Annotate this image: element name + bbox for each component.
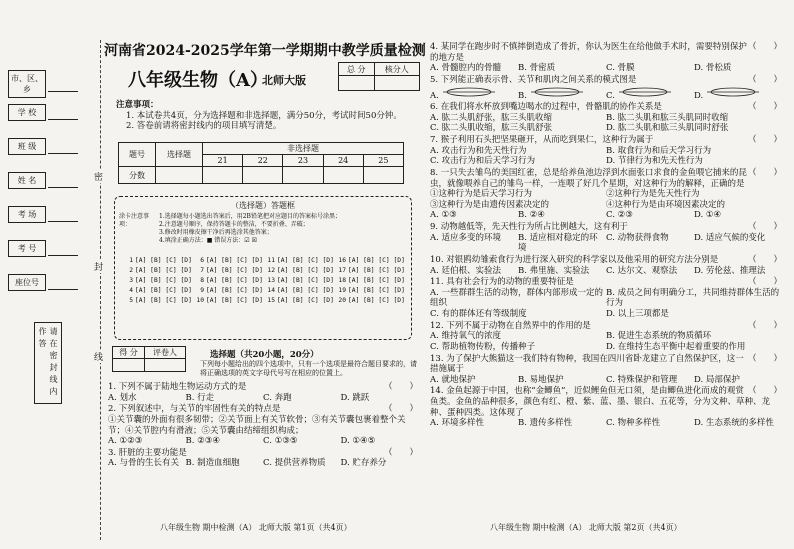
answer-bubble-number: 9 (200, 286, 204, 294)
answer-bubble-group[interactable] (192, 287, 263, 294)
sidebar-field (8, 104, 78, 121)
joint-diagram-icon (703, 86, 763, 98)
question-stem: 10. 对银鸥幼雏索食行为进行深入研究的科学家以及他采用的研究方法分别是 (430, 254, 719, 265)
score-table-col: 25 (363, 155, 403, 167)
question-option[interactable]: A. 划水 (108, 392, 137, 403)
answer-bubble-group[interactable] (334, 287, 405, 294)
score-table-choice-label: 选择题 (156, 143, 203, 167)
question-stem: 14. 金鱼起源于中国，也称“金鲫鱼”，近似鲤鱼但无口须，是由鲫鱼进化而成的观赏鱼类。金鱼的品种很多，颜色有红、橙、紫、蓝、墨、银白、五花等，分为文种、草种、龙种、蛋种四类。这体现了 (430, 386, 771, 418)
sidebar-field-input[interactable] (48, 139, 78, 154)
question-option[interactable]: D. 局部保护 (694, 374, 740, 385)
question-option[interactable]: B. ②④ (518, 210, 545, 221)
question-option[interactable]: B. 行走 (185, 392, 215, 403)
question-stem: 13. 为了保护大熊猫这一我们特有物种，我国在四川省卧龙建立了自然保护区，这一措施属于 (430, 353, 744, 375)
question-option[interactable]: C. 提供营养物质 (263, 458, 326, 469)
score-table-score-label: 分数 (119, 167, 156, 184)
sidebar-field-label: 座位号 (8, 274, 46, 291)
question-option[interactable]: D. 以上三项都是 (606, 309, 669, 319)
question-options (430, 331, 782, 352)
checker-label: 核分人 (374, 63, 419, 76)
notes-item-1: 1. 本试卷共4页，分为选择题和非选择题，满分50分，考试时间50分钟。 (126, 110, 402, 121)
answer-bubble-options[interactable]: [A] [B] [C] [D] (277, 266, 334, 274)
question-option[interactable]: A. 环境多样性 (430, 418, 485, 429)
question-option[interactable]: A. 就地保护 (430, 374, 476, 385)
answer-card (114, 196, 412, 340)
question-option[interactable]: D. 劳伦兹、推理法 (694, 265, 766, 276)
sidebar-field-input[interactable] (48, 105, 78, 120)
answer-bubble-options[interactable]: [A] [B] [C] [D] (348, 286, 405, 294)
question-option[interactable]: A. 骨髓腔内的骨髓 (430, 63, 502, 74)
question-options (108, 436, 418, 447)
question-option[interactable]: A. 与骨的生长有关 (108, 458, 180, 469)
answer-bubble-options[interactable]: [A] [B] [C] [D] (277, 286, 334, 294)
answer-bubble-row (121, 285, 405, 295)
answer-bubble-number: 10 (196, 296, 204, 304)
question-option[interactable]: C. (606, 86, 694, 102)
question-statements (108, 415, 418, 436)
question-stem: 5. 下列能正确表示骨、关节和肌肉之间关系的模式图是 (430, 74, 637, 85)
grader-box (112, 346, 186, 372)
question-option[interactable]: D. 肱二头肌和肱三头肌同时舒张 (606, 123, 729, 134)
answer-card-title: （选择题）答题框 (231, 201, 295, 210)
joint-diagram-icon (439, 86, 499, 98)
answer-bubble-options[interactable]: [A] [B] [C] [D] (135, 276, 192, 284)
score-cell[interactable] (156, 167, 203, 184)
question-option[interactable]: B. 促进生态系统的物质循环 (606, 331, 712, 342)
answer-bubble-group[interactable] (263, 257, 334, 264)
sidebar-field (8, 138, 78, 155)
answer-bubble-options[interactable]: [A] [B] [C] [D] (348, 256, 405, 264)
question-option[interactable]: B. ②③④ (185, 436, 221, 447)
answer-bracket[interactable]: （ ） (747, 42, 782, 52)
question (430, 168, 782, 221)
answer-bubble-number: 13 (267, 276, 275, 284)
sidebar-field-input[interactable] (48, 173, 78, 188)
answer-bubble-options[interactable]: [A] [B] [C] [D] (135, 286, 192, 294)
question-option[interactable]: ③这种行为是由遗传因素决定的 (430, 199, 550, 210)
answer-bubble-options[interactable]: [A] [B] [C] [D] (135, 266, 192, 274)
answer-bubble-options[interactable]: [A] [B] [C] [D] (206, 276, 263, 284)
answer-bubble-options[interactable]: [A] [B] [C] [D] (348, 296, 405, 304)
section-desc: 下列每小题给出的四个选项中，只有一个选项是最符合题目要求的，请将正确选项的英文字母代号写在相应的位置上。 (200, 360, 417, 377)
grader-score-label: 得 分 (113, 347, 145, 359)
score-summary-box (338, 62, 420, 91)
question-option[interactable]: B. 遗传多样性 (518, 418, 573, 429)
edition-label: 北师大版 (262, 74, 306, 87)
question-options (430, 86, 782, 102)
question (430, 321, 782, 353)
question (430, 135, 782, 167)
question-option[interactable]: D. 骨松质 (694, 63, 732, 74)
question-option[interactable]: C. 达尔文、观察法 (606, 265, 678, 276)
question (108, 382, 418, 403)
section-title: 选择题（共20小题，20分） (210, 350, 319, 360)
question (430, 277, 782, 320)
question-option[interactable]: D. 节律行为和先天性行为 (606, 156, 703, 167)
joint-diagram-icon (615, 86, 675, 98)
question-option[interactable]: D. ①④ (694, 210, 722, 221)
question-option[interactable]: B. 肱二头肌和肱三头肌同时收缩 (606, 112, 729, 123)
answer-bubble-number: 15 (267, 296, 275, 304)
answer-bubble-number: 12 (267, 266, 275, 274)
question-option[interactable]: B. 易地保护 (518, 374, 564, 385)
question-option[interactable]: C. 奔跑 (263, 392, 292, 403)
score-table-col: 21 (203, 155, 243, 167)
answer-bubble-row (121, 255, 405, 265)
answer-bracket[interactable]: （ ） (747, 222, 782, 232)
joint-diagram-icon (527, 86, 587, 98)
question-option[interactable]: C. 帮助植物传粉，传播种子 (430, 341, 536, 352)
footer-right: 八年级生物 期中检测（A） 北师大版 第2页（共4页） (490, 523, 682, 532)
sidebar-field (8, 240, 78, 257)
answer-card-instruction: 2.注意题号顺序，保持答题卡的整洁，不要折叠、弄破； (159, 221, 309, 229)
checker-cell[interactable] (374, 76, 419, 91)
answer-bubble-group[interactable] (192, 277, 263, 284)
answer-bubble-options[interactable]: [A] [B] [C] [D] (277, 296, 334, 304)
score-table (118, 142, 404, 184)
binding-line (100, 40, 101, 540)
sidebar-field-input[interactable] (48, 207, 78, 222)
answer-bubble-group[interactable] (121, 297, 192, 304)
notes (116, 100, 416, 132)
question-option[interactable]: ①关节囊的外面有很多韧带；②关节面上有关节软骨；③有关节囊包裹着整个关节；④关节腔内有滑液；⑤关节囊由结缔组织构成； (108, 414, 406, 436)
score-cell[interactable] (363, 167, 403, 184)
question-option[interactable]: ①这种行为是后天学习行为 (430, 189, 533, 200)
answer-bubble-group[interactable] (192, 257, 263, 264)
score-cell[interactable] (243, 167, 283, 184)
answer-bubble-number: 14 (267, 286, 275, 294)
question-option[interactable]: ④这种行为是由环境因素决定的 (606, 199, 726, 210)
question-option[interactable]: B. 骨密质 (518, 63, 556, 74)
answer-bubble-number: 6 (200, 256, 204, 264)
score-cell[interactable] (203, 167, 243, 184)
question-option[interactable]: A. ①②③ (108, 436, 143, 447)
answer-card-instruction: 1.选择题每小题选出答案后，用2B铅笔把对应题目的答案标号涂黑； (159, 213, 341, 220)
question-options (430, 210, 782, 221)
answer-bubble-group[interactable] (192, 267, 263, 274)
question (430, 255, 782, 276)
sidebar-field (8, 274, 78, 291)
questions-left (108, 382, 418, 470)
score-table-col: 23 (283, 155, 323, 167)
question-stem: 3. 肝脏的主要功能是 (108, 447, 187, 458)
question-option[interactable]: C. 骨膜 (606, 63, 635, 74)
answer-card-instructions (159, 213, 407, 245)
question-stem: 4. 某同学在跑步时不慎摔倒造成了骨折，你认为医生在给他做手术时，需要特别保护的地方是 (430, 42, 747, 63)
answer-bubble-options[interactable]: [A] [B] [C] [D] (206, 256, 263, 264)
answer-bubble-options[interactable]: [A] [B] [C] [D] (135, 256, 192, 264)
question-options (430, 266, 782, 277)
sidebar-field-label: 考 场 (8, 206, 46, 223)
answer-bubble-group[interactable] (334, 277, 405, 284)
question-stem: 8. 一只失去雏鸟的美国红雀，总是给养鱼池边浮到水面张口求食的金鱼喂它捕来的昆虫，就像喂养自己的雏鸟一样，一连喂了好几个星期，对这种行为的解释，正确的是 (430, 167, 747, 189)
total-score-label: 总 分 (339, 63, 375, 76)
question-option[interactable]: C. 动物获得食物 (606, 232, 669, 243)
answer-bubble-number: 19 (338, 286, 346, 294)
question (108, 448, 418, 469)
answer-bracket[interactable]: （ ） (747, 135, 782, 145)
question-option[interactable]: A. 适应多变的环境 (430, 232, 502, 243)
answer-bubble-group[interactable] (263, 297, 334, 304)
answer-bubble-options[interactable]: [A] [B] [C] [D] (206, 266, 263, 274)
answer-bubble-grid (121, 255, 405, 305)
answer-bubble-group[interactable] (121, 267, 192, 274)
sidebar-field-input[interactable] (48, 275, 78, 290)
notes-heading: 注意事项： (116, 100, 159, 110)
answer-bubble-group[interactable] (334, 257, 405, 264)
question-option[interactable]: A. 廷伯根、实验法 (430, 265, 502, 276)
answer-bubble-number: 16 (338, 256, 346, 264)
question-option[interactable]: ②这种行为是先天性行为 (606, 189, 700, 200)
question-option[interactable]: C. ①③⑤ (263, 436, 298, 447)
answer-bracket[interactable]: （ ） (747, 386, 782, 397)
answer-bubble-number: 8 (200, 276, 204, 284)
question-options (430, 418, 782, 429)
answer-bubble-group[interactable] (263, 267, 334, 274)
question-option[interactable]: D. 跳跃 (340, 392, 370, 403)
answer-bubble-group[interactable] (121, 257, 192, 264)
question-option[interactable]: D. ①④⑤ (340, 436, 376, 447)
question-stem: 9. 动物越低等，先天性行为所占比例越大，这有利于 (430, 222, 628, 232)
score-table-col: 22 (243, 155, 283, 167)
questions-right (430, 42, 782, 430)
question-option[interactable]: C. 特殊保护和管理 (606, 374, 678, 385)
score-table-qnum-label: 题号 (119, 143, 156, 167)
question (430, 102, 782, 134)
question-option[interactable]: C. 肱二头肌收缩，肱三头肌舒张 (430, 123, 553, 134)
answer-bracket[interactable]: （ ） (747, 102, 782, 113)
answer-bracket[interactable]: （ ） (383, 447, 418, 458)
grader-score-cell[interactable] (113, 359, 145, 372)
sidebar-notice: 请在密封线内作答 (38, 327, 58, 399)
score-table-nonchoice-label: 非选择题 (203, 143, 404, 155)
question-option[interactable]: C. 物种多样性 (606, 418, 661, 429)
sidebar-field-label: 姓 名 (8, 172, 46, 189)
sidebar-field-label: 班 级 (8, 138, 46, 155)
question-option[interactable]: A. 一些群群生活的动物，群体内部形成一定的组织 (430, 287, 604, 309)
answer-bubble-group[interactable] (334, 267, 405, 274)
answer-bubble-number: 17 (338, 266, 346, 274)
grader-name-label: 评卷人 (145, 347, 186, 359)
sidebar-field-label: 考 号 (8, 240, 46, 257)
question (430, 222, 782, 254)
answer-bubble-number: 3 (129, 276, 133, 284)
question-option[interactable]: C. ②③ (606, 210, 633, 221)
answer-bubble-number: 5 (129, 296, 133, 304)
question-option[interactable]: D. 适应气候的变化 (694, 232, 766, 243)
question-option[interactable]: B. 弗里施、实验法 (518, 265, 590, 276)
question-stem: 12. 下列不属于动物在自然界中的作用的是 (430, 320, 591, 331)
score-cell[interactable] (323, 167, 363, 184)
binding-mark-2: 封 (94, 260, 103, 273)
question-statements (430, 189, 782, 210)
answer-bubble-options[interactable]: [A] [B] [C] [D] (135, 296, 192, 304)
answer-bubble-number: 4 (129, 286, 133, 294)
answer-card-instruction: 3.修改时用橡皮擦干净后再选涂其他答案； (159, 229, 273, 237)
question-option[interactable]: C. 攻击行为和后天学习行为 (430, 156, 536, 167)
answer-bracket[interactable]: （ ） (747, 320, 782, 331)
sidebar-field-label: 市、区、乡 (8, 70, 46, 98)
answer-bracket[interactable]: （ ） (747, 277, 782, 288)
question-option[interactable]: B. 适应相对稳定的环境 (518, 232, 598, 254)
answer-bracket[interactable]: （ ） (747, 254, 782, 265)
answer-bubble-row (121, 295, 405, 305)
question-options (108, 393, 418, 404)
question-option[interactable]: A. (430, 86, 518, 102)
sidebar-field (8, 206, 78, 223)
answer-bubble-row (121, 265, 405, 275)
score-cell[interactable] (283, 167, 323, 184)
question-option[interactable]: A. ①③ (430, 210, 457, 221)
question-options (430, 233, 782, 254)
question-option[interactable]: D. (694, 86, 782, 102)
question-stem: 11. 具有社会行为的动物的重要特征是 (430, 277, 574, 288)
answer-bracket[interactable]: （ ） (383, 382, 418, 392)
binding-mark-1: 密 (94, 170, 103, 183)
answer-bubble-options[interactable]: [A] [B] [C] [D] (277, 256, 334, 264)
answer-bubble-options[interactable]: [A] [B] [C] [D] (348, 266, 405, 274)
answer-bubble-row (121, 275, 405, 285)
answer-bubble-number: 2 (129, 266, 133, 274)
question (430, 354, 782, 386)
answer-bubble-number: 18 (338, 276, 346, 284)
answer-bubble-group[interactable] (121, 287, 192, 294)
question-stem: 7. 猴子利用石头把坚果砸开，从而吃到果仁，这种行为属于 (430, 135, 654, 145)
total-score-cell[interactable] (339, 76, 375, 91)
answer-bubble-options[interactable]: [A] [B] [C] [D] (206, 286, 263, 294)
answer-bubble-group[interactable] (263, 277, 334, 284)
sidebar-field (8, 172, 78, 189)
question-stem: 2. 下列叙述中，与关节的牢固性有关的特点是 (108, 404, 281, 415)
question (430, 42, 782, 74)
question-options (430, 288, 782, 320)
answer-bracket[interactable]: （ ） (747, 167, 782, 178)
answer-bubble-group[interactable] (263, 287, 334, 294)
sidebar-field-input[interactable] (48, 77, 78, 92)
question-option[interactable]: A. 攻击行为和先天性行为 (430, 145, 527, 156)
answer-bubble-options[interactable]: [A] [B] [C] [D] (206, 296, 263, 304)
question-option[interactable]: B. 取食行为和后天学习行为 (606, 145, 712, 156)
question-stem: 6. 在我们将水杯放到嘴边喝水的过程中，骨骼肌的协作关系是 (430, 102, 662, 113)
answer-bubble-options[interactable]: [A] [B] [C] [D] (348, 276, 405, 284)
answer-bubble-options[interactable]: [A] [B] [C] [D] (277, 276, 334, 284)
answer-bracket[interactable]: （ ） (383, 404, 418, 415)
grader-name-cell[interactable] (145, 359, 186, 372)
answer-bracket[interactable]: （ ） (747, 353, 782, 364)
sidebar-notice-box (34, 322, 62, 404)
question-stem: 1. 下列不属于陆地生物运动方式的是 (108, 382, 247, 392)
exam-title: 河南省2024-2025学年第一学期期中教学质量检测 (104, 43, 426, 59)
question-option[interactable]: D. 在维持生态平衡中起着重要的作用 (606, 341, 746, 352)
question-option[interactable]: A. 维持氧气的浓度 (430, 331, 502, 342)
question-options (430, 113, 782, 134)
question (108, 404, 418, 447)
footer-left: 八年级生物 期中检测（A） 北师大版 第1页（共4页） (160, 523, 352, 532)
question-option[interactable]: B. 制造血细胞 (185, 458, 240, 469)
score-table-col: 24 (323, 155, 363, 167)
sidebar-field-input[interactable] (48, 241, 78, 256)
question-options (108, 458, 418, 469)
question-option[interactable]: B. 成员之间有明确分工，共同维持群体生活的行为 (606, 287, 780, 309)
answer-bubble-number: 1 (129, 256, 133, 264)
question (430, 386, 782, 429)
subject-title: 八年级生物（A） (128, 70, 268, 91)
answer-bubble-number: 20 (338, 296, 346, 304)
answer-bubble-group[interactable] (192, 297, 263, 304)
binding-mark-3: 线 (94, 350, 103, 363)
question (430, 75, 782, 101)
answer-card-instruction: 4.填涂正确方法：■ 错误方法：☑ ☒ (159, 237, 257, 245)
question-option[interactable]: A. 肱二头肌舒张，肱三头肌收缩 (430, 112, 553, 123)
sidebar-field (8, 70, 78, 98)
answer-card-prefix: 涂卡注意事项： (119, 213, 150, 229)
question-option[interactable]: D. 生态系统的多样性 (694, 418, 774, 429)
answer-bubble-group[interactable] (121, 277, 192, 284)
answer-bracket[interactable]: （ ） (747, 74, 782, 85)
question-options (430, 63, 782, 74)
answer-bubble-group[interactable] (334, 297, 405, 304)
answer-bubble-number: 11 (267, 256, 275, 264)
answer-bubble-number: 7 (200, 266, 204, 274)
question-option[interactable]: B. (518, 86, 606, 102)
sidebar-field-label: 学 校 (8, 104, 46, 121)
question-option[interactable]: D. 贮存养分 (340, 458, 387, 469)
notes-item-2: 2. 答卷前请将密封线内的项目填写清楚。 (126, 121, 282, 132)
question-options (430, 375, 782, 386)
question-options (430, 146, 782, 167)
question-option[interactable]: C. 有的群体还有等级制度 (430, 309, 527, 319)
